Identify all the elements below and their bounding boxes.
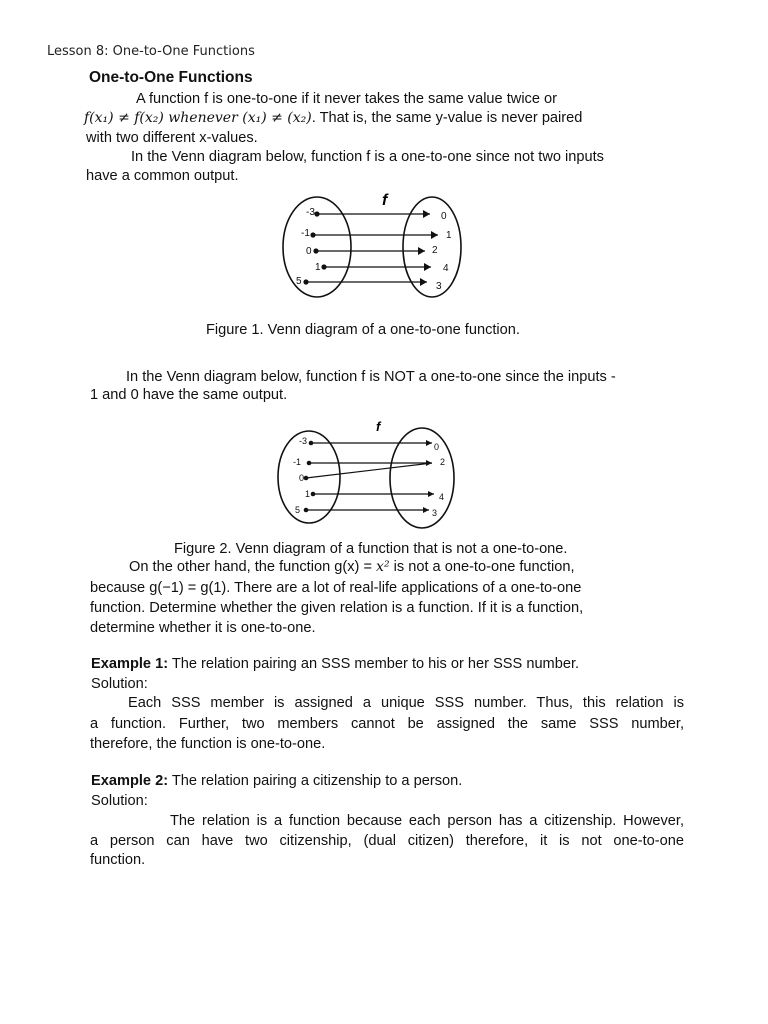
intro-line-2 xyxy=(84,110,582,126)
para-3-line-1 xyxy=(129,559,575,575)
figure-1-input: 0 xyxy=(306,246,312,257)
intro-formula: f(x₁) ≠ f(x₂) whenever (x₁) ≠ (x₂) xyxy=(84,110,312,126)
figure-2-output: 2 xyxy=(440,457,446,467)
figure-2-input: -1 xyxy=(293,457,302,467)
figure-2-arrowheads xyxy=(423,440,434,513)
figure-1-diagram xyxy=(270,185,480,325)
intro-line-4: In the Venn diagram below, function f is a one-to-one since not two inputs xyxy=(131,149,604,165)
example-2-label: Example 2: xyxy=(91,773,169,789)
figure-2-input: 1 xyxy=(305,489,311,499)
figure-1-output: 2 xyxy=(432,245,438,256)
example-1-line-2: a function. Further, two members cannot be assigned the same SSS number, xyxy=(90,716,684,732)
figure-1-output: 4 xyxy=(443,263,449,274)
figure-2-domain-oval xyxy=(278,431,340,523)
example-1-heading xyxy=(91,656,579,672)
figure-1-input: 5 xyxy=(296,276,302,287)
example-1-solution-label: Solution: xyxy=(91,676,148,692)
para-3-text-a: On the other hand, the function g(x) = xyxy=(129,559,377,575)
figure-2-input: 5 xyxy=(295,505,301,515)
figure-1-input: -3 xyxy=(306,207,315,218)
figure-1-input: 1 xyxy=(315,262,321,273)
figure-2-arrows xyxy=(306,443,434,510)
example-1-line-1: Each SSS member is assigned a unique SSS number. Thus, this relation is xyxy=(128,695,684,711)
figure-1-caption: Figure 1. Venn diagram of a one-to-one function. xyxy=(206,322,520,338)
intro-line-2-text: . That is, the same y-value is never paired xyxy=(311,110,583,126)
figure-2-output: 3 xyxy=(432,508,438,518)
para-3-line-3: function. Determine whether the given relation is a function. If it is a function, xyxy=(90,600,584,616)
figure-1-output: 1 xyxy=(446,230,452,241)
example-2-line-1: The relation is a function because each person has a citizenship. However, xyxy=(170,813,684,829)
para-2-line-2: 1 and 0 have the same output. xyxy=(90,387,288,403)
para-3-text-b: is not a one-to-one function, xyxy=(389,559,575,575)
example-2-line-2: a person can have two citizenship, (dual citizen) therefore, it is not one-to-one xyxy=(90,833,684,849)
figure-2-input: -3 xyxy=(299,436,308,446)
figure-2-function-label: f xyxy=(376,419,381,434)
figure-2-caption: Figure 2. Venn diagram of a function that is not a one-to-one. xyxy=(174,541,568,557)
figure-2-output: 0 xyxy=(434,442,440,452)
intro-line-5: have a common output. xyxy=(86,168,239,184)
example-2-line-3: function. xyxy=(90,852,146,868)
figure-1-output: 0 xyxy=(441,211,447,222)
intro-line-1: A function f is one-to-one if it never takes the same value twice or xyxy=(136,91,558,107)
example-1-text: The relation pairing an SSS member to his or her SSS number. xyxy=(168,656,580,672)
figure-1-input: -1 xyxy=(301,228,310,239)
example-2-solution-label: Solution: xyxy=(91,793,148,809)
example-2-text: The relation pairing a citizenship to a person. xyxy=(168,773,463,789)
section-title: One-to-One Functions xyxy=(89,69,253,86)
para-2-line-1: In the Venn diagram below, function f is NOT a one-to-one since the inputs - xyxy=(126,369,616,385)
example-1-label: Example 1: xyxy=(91,656,169,672)
figure-2-output: 4 xyxy=(439,492,445,502)
para-3-line-4: determine whether it is one-to-one. xyxy=(90,620,316,636)
para-3-formula: x² xyxy=(376,559,390,575)
intro-line-3: with two different x-values. xyxy=(86,130,258,146)
figure-2-input: 0 xyxy=(299,473,305,483)
example-1-line-3: therefore, the function is one-to-one. xyxy=(90,736,326,752)
para-3-line-2: because g(−1) = g(1). There are a lot of real-life applications of a one-to-one xyxy=(90,580,582,596)
page-header: Lesson 8: One-to-One Functions xyxy=(47,44,255,59)
figure-1-function-label: f xyxy=(382,192,388,209)
figure-1-output: 3 xyxy=(436,281,442,292)
example-2-heading xyxy=(91,773,462,789)
figure-2-diagram xyxy=(272,415,482,540)
